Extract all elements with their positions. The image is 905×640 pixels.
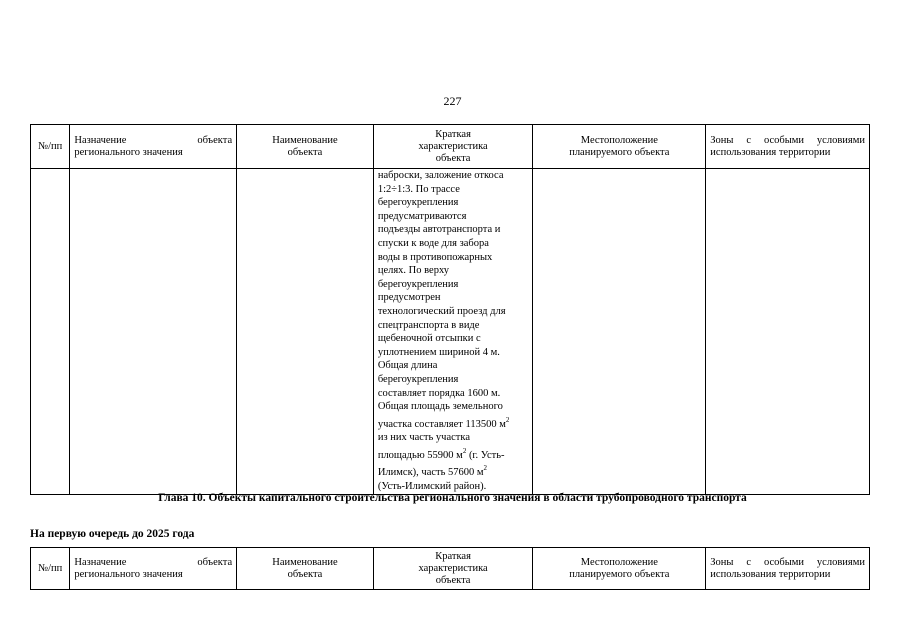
- header-zones-line2: использования территории: [710, 146, 831, 158]
- cell-location: [533, 169, 706, 495]
- table-header-row: [31, 125, 870, 169]
- header-location-line1: Местоположение: [580, 556, 658, 568]
- superscript-2: 2: [462, 446, 467, 455]
- objects-table-continued: [30, 124, 870, 495]
- header-zones-line1: Зоны с особыми условиями: [710, 556, 865, 568]
- header-name-line2: объекта: [287, 568, 323, 580]
- header-location: [533, 125, 706, 169]
- header-number-label: №/пп: [38, 562, 63, 574]
- objects-table-new: [30, 547, 870, 590]
- description-part-1: наброски, заложение откоса 1:2÷1:3. По трассе берегоукрепления предусматриваются подъезды автотранспорта и спуски к воде для забора воды в противопожарных целях. По верху берегоукрепления предусмотрен технологический проезд для спецтранспорта в виде щебеночной отсыпки с уплотнением шириной 4 м. Общая длина берегоукрепления составляет порядка 1600 м. Общая площадь земельного участка составляет 113500 м: [377, 170, 506, 430]
- header-purpose-line1: Назначение объекта: [74, 556, 233, 568]
- header-number-label: №/пп: [38, 140, 63, 152]
- header-zones: [706, 548, 870, 590]
- header-description-line3: объекта: [435, 574, 471, 586]
- description-part-3: (г. Усть- Илимск), часть 57600 м: [377, 449, 505, 479]
- superscript-1: 2: [505, 415, 510, 424]
- page-number: 227: [443, 94, 462, 108]
- table-header-row: [31, 548, 870, 590]
- header-zones-line1: Зоны с особыми условиями: [710, 134, 865, 146]
- header-description: [373, 125, 533, 169]
- header-purpose-line1: Назначение объекта: [74, 134, 233, 146]
- header-zones: [706, 125, 870, 169]
- cell-number: [31, 169, 70, 495]
- header-number: [31, 548, 70, 590]
- header-purpose: [70, 548, 237, 590]
- header-purpose-line2: регионального значения: [74, 146, 183, 158]
- header-description-line3: объекта: [435, 152, 471, 164]
- object-description: [378, 169, 529, 494]
- superscript-3: 2: [483, 464, 488, 473]
- header-location-line2: планируемого объекта: [569, 568, 670, 580]
- cell-description: [373, 169, 533, 495]
- header-description-line1: Краткая: [435, 550, 471, 562]
- cell-name: [237, 169, 374, 495]
- header-name-line2: объекта: [287, 146, 323, 158]
- header-description: [373, 548, 533, 590]
- header-name-line1: Наименование: [272, 556, 338, 568]
- cell-zones: [706, 169, 870, 495]
- header-location-line2: планируемого объекта: [569, 146, 670, 158]
- header-zones-line2: использования территории: [710, 568, 831, 580]
- header-name: [237, 548, 374, 590]
- chapter-title: Глава 10. Объекты капитального строительства регионального значения в области трубопроводного транспорта: [158, 492, 747, 504]
- header-location-line1: Местоположение: [580, 134, 658, 146]
- header-location: [533, 548, 706, 590]
- header-purpose-line2: регионального значения: [74, 568, 183, 580]
- cell-purpose: [70, 169, 237, 495]
- header-purpose: [70, 125, 237, 169]
- description-part-2: из них часть участка площадью 55900 м: [377, 432, 470, 461]
- header-description-line1: Краткая: [435, 128, 471, 140]
- description-part-4: (Усть-Илимский район).: [377, 481, 487, 493]
- section-subheading: На первую очередь до 2025 года: [30, 528, 195, 540]
- header-number: [31, 125, 70, 169]
- header-description-line2: характеристика: [418, 562, 488, 574]
- header-description-line2: характеристика: [418, 140, 488, 152]
- header-name-line1: Наименование: [272, 134, 338, 146]
- header-name: [237, 125, 374, 169]
- table-row: [31, 169, 870, 495]
